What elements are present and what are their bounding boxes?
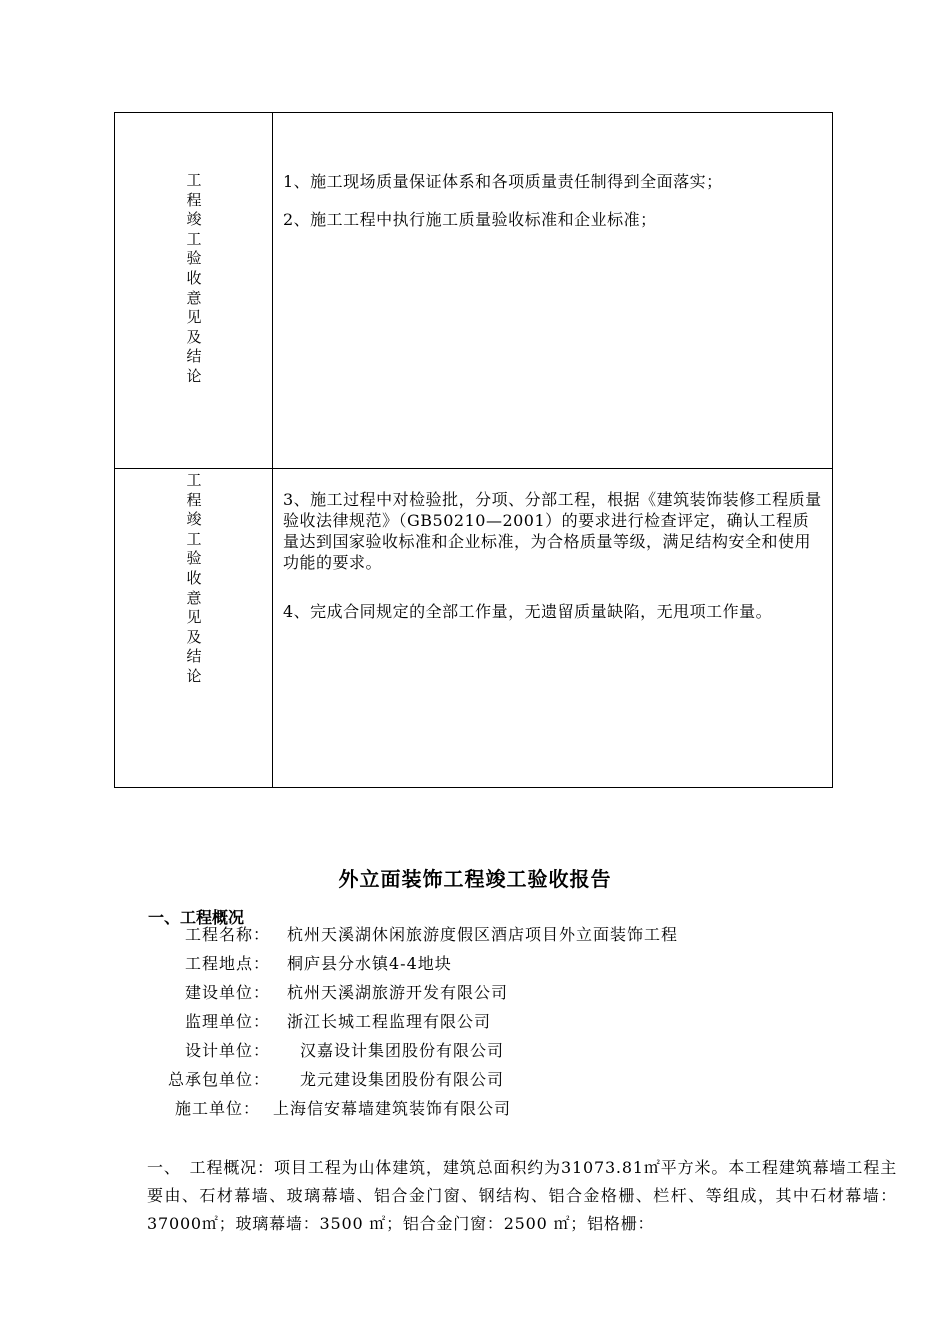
info-value: 杭州天溪湖旅游开发有限公司 xyxy=(287,983,509,1002)
info-value: 龙元建设集团股份有限公司 xyxy=(300,1070,505,1089)
table-row xyxy=(115,469,832,787)
info-value: 桐庐县分水镇4-4地块 xyxy=(287,954,452,973)
row-label-cell xyxy=(115,469,273,787)
report-title: 外立面装饰工程竣工验收报告 xyxy=(338,867,612,891)
info-label: 监理单位： xyxy=(184,1012,270,1031)
info-label: 建设单位： xyxy=(184,983,270,1002)
list-item: 4、完成合同规定的全部工作量，无遗留质量缺陷，无甩项工作量。 xyxy=(283,602,773,621)
row-label: 工程竣工验收意见及结论 xyxy=(186,171,202,385)
info-label: 工程地点： xyxy=(184,954,270,973)
info-label: 设计单位： xyxy=(184,1041,270,1060)
list-item: 3、施工过程中对检验批，分项、分部工程，根据《建筑装饰装修工程质量验收法律规范》（GB50210—2001）的要求进行检查评定，确认工程质量达到国家验收标准和企业标准，为合格质量等级，满足结构安全和使用功能的要求。 xyxy=(283,490,822,572)
acceptance-table xyxy=(114,112,833,788)
info-value: 浙江长城工程监理有限公司 xyxy=(287,1012,492,1031)
info-label: 工程名称： xyxy=(184,925,270,944)
list-item: 2、施工工程中执行施工质量验收标准和企业标准； xyxy=(283,210,657,229)
info-value: 汉嘉设计集团股份有限公司 xyxy=(300,1041,505,1060)
list-item: 1、施工现场质量保证体系和各项质量责任制得到全面落实； xyxy=(283,172,723,191)
info-label: 总承包单位： xyxy=(167,1070,270,1089)
row-label: 工程竣工验收意见及结论 xyxy=(186,471,202,685)
table-row xyxy=(115,113,832,469)
info-value: 杭州天溪湖休闲旅游度假区酒店项目外立面装饰工程 xyxy=(287,925,679,944)
row-content-cell xyxy=(283,113,822,468)
info-label: 施工单位： xyxy=(174,1099,260,1118)
section-heading: 一、工程概况 xyxy=(148,908,245,927)
info-value: 上海信安幕墙建筑装饰有限公司 xyxy=(273,1099,512,1118)
overview-paragraph: 一、 工程概况：项目工程为山体建筑，建筑总面积约为31073.81㎡平方米。本工程建筑幕墙工程主要由、石材幕墙、玻璃幕墙、铝合金门窗、钢结构、铝合金格栅、栏杆、等组成，其中石材幕墙：37000㎡；玻璃幕墙：3500 ㎡；铝合金门窗：2500 ㎡；铝格栅： xyxy=(147,1158,897,1233)
row-content-cell xyxy=(283,469,822,787)
row-label-cell xyxy=(115,113,273,468)
